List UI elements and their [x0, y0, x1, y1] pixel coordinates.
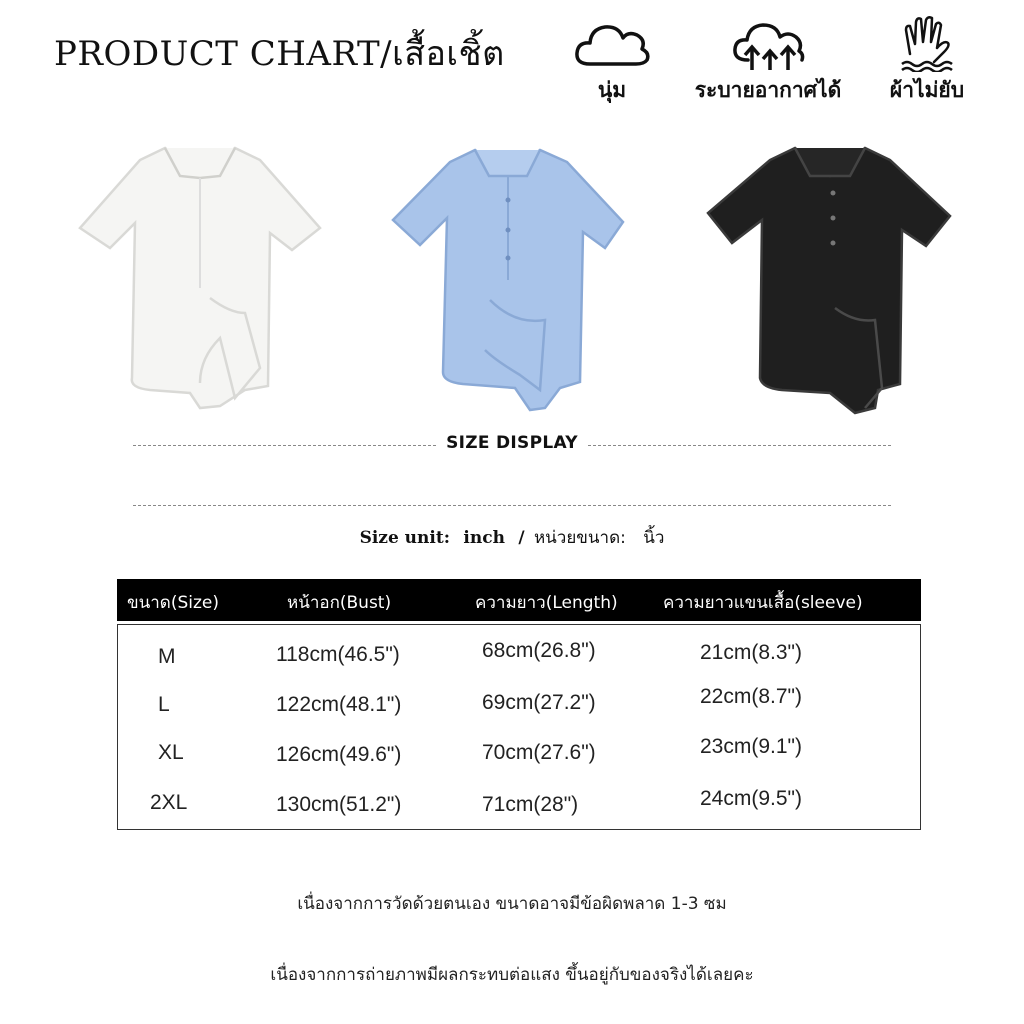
table-cell: 122cm(48.1")	[276, 693, 402, 716]
table-cell: 118cm(46.5")	[276, 643, 400, 666]
feature-breathable	[668, 18, 868, 107]
feature-label: นุ่ม	[597, 78, 627, 102]
unit-value: inch	[463, 528, 505, 548]
size-unit-line	[0, 524, 1024, 551]
section-title	[0, 433, 1024, 453]
shirt-image-blue	[375, 140, 635, 415]
feature-wrinkle-free	[872, 14, 982, 107]
table-cell: M	[158, 645, 176, 668]
section-title-text: SIZE DISPLAY	[436, 433, 588, 453]
size-table	[117, 624, 921, 830]
table-cell: 71cm(28")	[482, 793, 579, 816]
note-measurement: เนื่องจากการวัดด้วยตนเอง ขนาดอาจมีข้อผิดพลาด 1-3 ซม	[297, 894, 727, 914]
header-size: ขนาด(Size)	[127, 593, 219, 613]
table-cell: 24cm(9.5")	[700, 787, 802, 810]
cloud-arrows-icon	[728, 18, 808, 72]
table-cell: XL	[158, 741, 184, 764]
feature-label: ผ้าไม่ยับ	[889, 78, 965, 102]
unit-thai-value: นิ้ว	[643, 528, 665, 548]
feature-label: ระบายอากาศได้	[694, 78, 842, 102]
table-cell: 68cm(26.8")	[482, 639, 596, 662]
shirt-image-black	[700, 138, 960, 418]
header-length: ความยาว(Length)	[475, 593, 618, 613]
table-cell: 126cm(49.6")	[276, 743, 402, 766]
table-cell: 22cm(8.7")	[700, 685, 802, 708]
table-cell: 70cm(27.6")	[482, 741, 596, 764]
table-cell: 130cm(51.2")	[276, 793, 402, 816]
table-cell: 23cm(9.1")	[700, 735, 802, 758]
table-cell: L	[158, 693, 170, 716]
unit-separator: /	[518, 528, 525, 548]
divider-bottom	[133, 505, 891, 506]
shirt-image-white	[70, 138, 330, 413]
page-title: PRODUCT CHART/เสื้อเชิ้ต	[54, 34, 505, 74]
header-bust: หน้าอก(Bust)	[287, 593, 392, 613]
table-cell: 21cm(8.3")	[700, 641, 802, 664]
feature-soft	[562, 18, 662, 107]
table-cell: 2XL	[150, 791, 188, 814]
unit-label: Size unit:	[359, 528, 450, 548]
note-lighting: เนื่องจากการถ่ายภาพมีผลกระทบต่อแสง ขึ้นอยู่กับของจริงได้เลยคะ	[270, 965, 754, 985]
hand-fabric-icon	[892, 14, 962, 72]
table-cell: 69cm(27.2")	[482, 691, 596, 714]
cloud-icon	[572, 18, 652, 72]
size-table-header	[117, 579, 921, 621]
unit-thai-label: หน่วยขนาด:	[533, 528, 626, 548]
header-sleeve: ความยาวแขนเสื้อ(sleeve)	[663, 593, 863, 613]
